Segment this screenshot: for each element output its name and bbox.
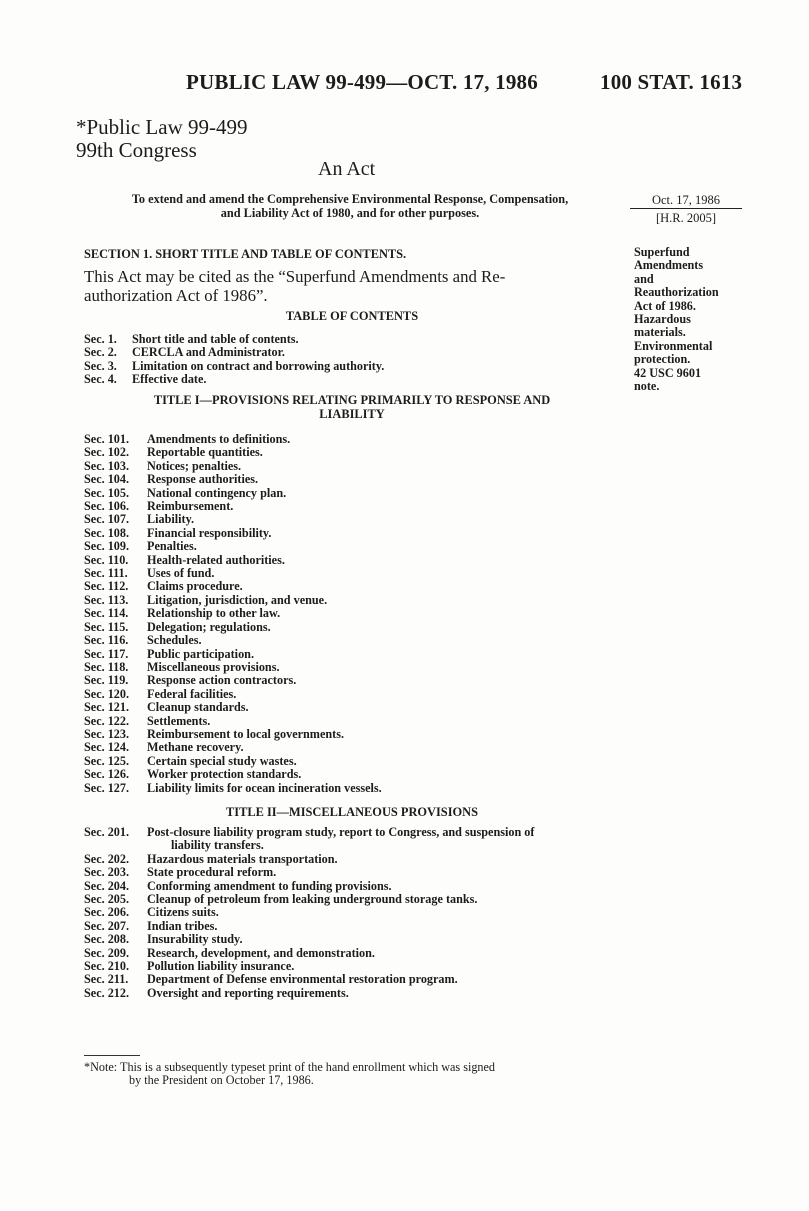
toc-item	[84, 782, 624, 795]
toc-item-text: Health-related authorities.	[147, 552, 285, 567]
toc-item-text: State procedural reform.	[147, 865, 277, 880]
toc-item-num: Sec. 4.	[84, 372, 117, 387]
toc-item-num: Sec. 120.	[84, 686, 130, 701]
toc-item-num: Sec. 127.	[84, 780, 130, 795]
toc-item	[84, 648, 624, 661]
toc-item-num: Sec. 115.	[84, 619, 129, 634]
toc-item-num: Sec. 124.	[84, 740, 130, 755]
toc-item	[84, 906, 624, 919]
toc-item-text: Miscellaneous provisions.	[147, 659, 280, 674]
purpose-line: and Liability Act of 1980, and for other purposes.	[220, 206, 480, 220]
toc-item-num: Sec. 122.	[84, 713, 130, 728]
toc-item-text: Worker protection standards.	[147, 767, 302, 782]
toc-item-text: Litigation, jurisdiction, and venue.	[147, 592, 328, 607]
title-heading-line: TITLE I—PROVISIONS RELATING PRIMARILY TO RESPONSE AND	[153, 393, 551, 407]
toc-item-num: Sec. 201.	[84, 825, 130, 839]
toc-item-num: Sec. 203.	[84, 865, 130, 880]
toc-item-num: Sec. 202.	[84, 851, 130, 866]
toc-item-text: Amendments to definitions.	[147, 432, 291, 446]
toc-item	[84, 360, 624, 373]
toc-item-text: Penalties.	[147, 539, 197, 554]
toc-item	[84, 634, 624, 647]
toc-item-text: Methane recovery.	[147, 740, 244, 755]
toc-item	[84, 567, 624, 580]
toc-item-num: Sec. 113.	[84, 592, 129, 607]
toc-item	[84, 728, 624, 741]
toc-item	[84, 580, 624, 593]
toc-item-text: Liability limits for ocean incineration vessels.	[147, 780, 382, 795]
toc-item-text: Federal facilities.	[147, 686, 237, 701]
toc-item-text: Reimbursement.	[147, 499, 234, 514]
footnote	[84, 1061, 624, 1088]
toc-item-num: Sec. 211.	[84, 972, 129, 987]
toc-item	[84, 346, 624, 359]
margin-date-box	[630, 193, 742, 225]
toc-item	[84, 661, 624, 674]
toc-item	[84, 674, 624, 687]
toc-item-text: Notices; penalties.	[147, 458, 242, 473]
toc-item-num: Sec. 110.	[84, 552, 129, 567]
congress-number: 99th Congress	[76, 138, 197, 162]
toc-item-text: Citizens suits.	[147, 905, 219, 920]
toc-item-num: Sec. 204.	[84, 878, 130, 893]
page-stat-number: 100 STAT. 1613	[600, 70, 743, 94]
toc-item-text: Schedules.	[147, 633, 202, 648]
toc-item	[84, 333, 624, 346]
toc-item-num: Sec. 208.	[84, 932, 130, 947]
toc-item-num: Sec. 102.	[84, 445, 130, 460]
toc-item-num: Sec. 209.	[84, 945, 130, 960]
footnote-line: *Note: This is a subsequently typeset print of the hand enrollment which was signed	[84, 1060, 496, 1074]
toc-item-text: CERCLA and Administrator.	[132, 345, 285, 360]
toc-item-continuation: liability transfers.	[171, 838, 264, 853]
toc-item-text: Uses of fund.	[147, 566, 215, 581]
toc-item	[84, 513, 624, 526]
toc-item	[84, 688, 624, 701]
toc-item	[84, 500, 624, 513]
toc-item-num: Sec. 126.	[84, 767, 130, 782]
toc-item-num: Sec. 212.	[84, 985, 130, 1000]
toc-item-text-block	[147, 826, 624, 853]
purpose-line: To extend and amend the Comprehensive Environmental Response, Compensation,	[131, 192, 569, 206]
margin-note: note.	[634, 379, 660, 394]
toc-item-num: Sec. 1.	[84, 332, 117, 346]
toc-item	[84, 853, 624, 866]
toc-item-text: Response authorities.	[147, 472, 259, 487]
toc-item-text: Delegation; regulations.	[147, 619, 271, 634]
margin-note: 42 USC 9601	[634, 365, 702, 380]
toc-item	[84, 433, 624, 446]
toc-item	[84, 880, 624, 893]
toc-item	[84, 973, 624, 986]
margin-note: materials.	[634, 325, 686, 340]
toc-item-num: Sec. 2.	[84, 345, 117, 360]
toc-item-text: Financial responsibility.	[147, 525, 272, 540]
toc-item-text: Reimbursement to local governments.	[147, 726, 344, 741]
toc-item-text: Indian tribes.	[147, 918, 218, 933]
toc-list	[84, 333, 624, 387]
toc-item	[84, 920, 624, 933]
margin-note: Reauthorization	[634, 285, 719, 300]
section1-heading: SECTION 1. SHORT TITLE AND TABLE OF CONTENTS.	[84, 247, 407, 261]
toc-item	[84, 540, 624, 553]
toc-item	[84, 487, 624, 500]
toc-item-text: Short title and table of contents.	[132, 332, 299, 346]
margin-note: Amendments	[634, 258, 704, 273]
toc-item-num: Sec. 118.	[84, 659, 129, 674]
toc-item	[84, 527, 624, 540]
footnote-line: by the President on October 17, 1986.	[129, 1073, 314, 1088]
toc-item-text: Pollution liability insurance.	[147, 959, 295, 974]
law-designation	[76, 116, 247, 162]
toc-item-num: Sec. 117.	[84, 646, 129, 661]
title2-heading: TITLE II—MISCELLANEOUS PROVISIONS	[225, 805, 478, 819]
title1-list	[84, 433, 624, 795]
bill-number: [H.R. 2005]	[655, 211, 717, 225]
toc-item-text: Liability.	[147, 512, 195, 527]
toc-item-text: Conforming amendment to funding provisions.	[147, 878, 392, 893]
toc-item	[84, 826, 624, 853]
toc-item-num: Sec. 123.	[84, 726, 130, 741]
public-law-number: *Public Law 99-499	[76, 115, 248, 139]
enactment-date: Oct. 17, 1986	[630, 193, 742, 209]
margin-note: Act of 1986.	[634, 298, 696, 313]
toc-item-text: Oversight and reporting requirements.	[147, 985, 349, 1000]
toc-item-num: Sec. 3.	[84, 358, 117, 373]
toc-item-num: Sec. 205.	[84, 892, 130, 907]
toc-item-num: Sec. 121.	[84, 700, 130, 715]
toc-item	[84, 715, 624, 728]
toc-item	[84, 933, 624, 946]
running-header-title: PUBLIC LAW 99-499—OCT. 17, 1986	[186, 70, 538, 94]
toc-item-num: Sec. 106.	[84, 499, 130, 514]
toc-item-text: Cleanup of petroleum from leaking underground storage tanks.	[147, 892, 478, 907]
toc-item-text: National contingency plan.	[147, 485, 287, 500]
title-heading-line: LIABILITY	[319, 407, 385, 421]
toc-item-num: Sec. 210.	[84, 959, 130, 974]
citation-line: This Act may be cited as the “Superfund Amendments and Re-	[84, 267, 506, 286]
toc-item-num: Sec. 206.	[84, 905, 130, 920]
toc-item	[84, 446, 624, 459]
toc-item-text: Response action contractors.	[147, 673, 297, 688]
margin-note: Superfund	[634, 245, 690, 259]
toc-item-text: Insurability study.	[147, 932, 243, 947]
toc-item-num: Sec. 112.	[84, 579, 129, 594]
margin-note: Environmental	[634, 338, 713, 353]
toc-item-num: Sec. 101.	[84, 432, 130, 446]
toc-item	[84, 701, 624, 714]
toc-item-text: Settlements.	[147, 713, 211, 728]
toc-item-num: Sec. 108.	[84, 525, 130, 540]
toc-item-text: Limitation on contract and borrowing authority.	[132, 358, 385, 373]
toc-item-num: Sec. 107.	[84, 512, 130, 527]
toc-item	[84, 594, 624, 607]
toc-item-num: Sec. 104.	[84, 472, 130, 487]
citation-line: authorization Act of 1986”.	[84, 286, 268, 305]
toc-item-num: Sec. 116.	[84, 633, 129, 648]
toc-item	[84, 987, 624, 1000]
title2-list	[84, 826, 624, 1000]
toc-item-text: Department of Defense environmental restoration program.	[147, 972, 458, 987]
toc-item-text: Post-closure liability program study, report to Congress, and suspension of	[147, 825, 535, 839]
toc-item-num: Sec. 114.	[84, 606, 129, 621]
toc-item-text: Cleanup standards.	[147, 700, 249, 715]
toc-item	[84, 460, 624, 473]
toc-item	[84, 621, 624, 634]
toc-item-num: Sec. 111.	[84, 566, 128, 581]
an-act-title: An Act	[318, 158, 376, 180]
toc-item	[84, 768, 624, 781]
toc-item	[84, 473, 624, 486]
toc-item-text: Hazardous materials transportation.	[147, 851, 338, 866]
toc-item	[84, 607, 624, 620]
toc-item-text: Effective date.	[132, 372, 207, 387]
toc-item	[84, 755, 624, 768]
toc-item-text: Relationship to other law.	[147, 606, 281, 621]
toc-item	[84, 866, 624, 879]
toc-item-num: Sec. 207.	[84, 918, 130, 933]
toc-item-num: Sec. 105.	[84, 485, 130, 500]
toc-item-text: Research, development, and demonstration.	[147, 945, 375, 960]
toc-item-num: Sec. 103.	[84, 458, 130, 473]
purpose-clause	[82, 192, 618, 220]
margin-note: protection.	[634, 352, 691, 367]
footnote-rule	[84, 1055, 140, 1056]
toc-item-text: Public participation.	[147, 646, 254, 661]
toc-heading: TABLE OF CONTENTS	[285, 309, 419, 323]
margin-notes	[634, 246, 754, 393]
toc-item	[84, 947, 624, 960]
toc-item	[84, 373, 624, 386]
toc-item	[84, 893, 624, 906]
toc-item-text: Reportable quantities.	[147, 445, 263, 460]
margin-note: and	[634, 271, 654, 286]
toc-item-text: Claims procedure.	[147, 579, 243, 594]
toc-item-text: Certain special study wastes.	[147, 753, 297, 768]
title1-heading	[84, 393, 620, 421]
toc-item-num: Sec. 109.	[84, 539, 130, 554]
toc-item	[84, 554, 624, 567]
short-title-citation	[84, 267, 620, 305]
margin-note: Hazardous	[634, 312, 691, 327]
toc-item	[84, 741, 624, 754]
toc-item-num: Sec. 119.	[84, 673, 129, 688]
toc-item	[84, 960, 624, 973]
toc-item-num: Sec. 125.	[84, 753, 130, 768]
